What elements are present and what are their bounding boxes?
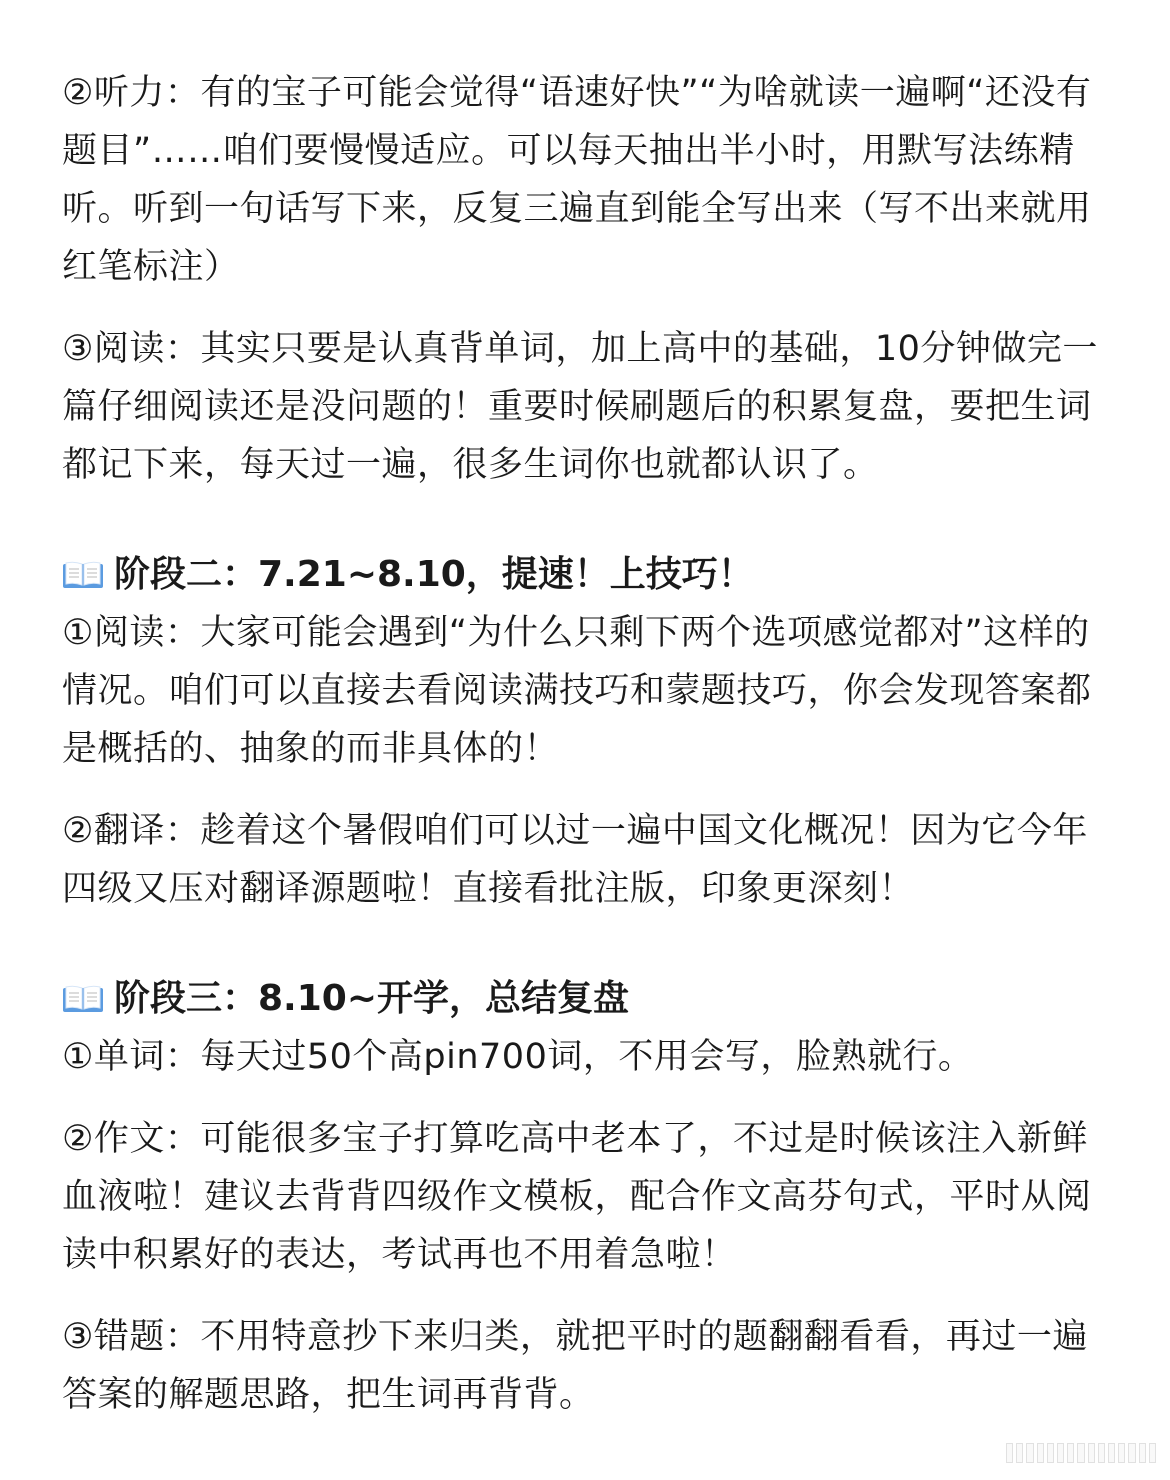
paragraph-stage-two-reading: ①阅读：大家可能会遇到“为什么只剩下两个选项感觉都对”这样的情况。咱们可以直接去看阅读满技巧和蒙题技巧，你会发现答案都是概括的、抽象的而非具体的！ xyxy=(62,613,1092,769)
paragraph-listening: ②听力：有的宝子可能会觉得“语速好快”“为啥就读一遍啊“还没有题目”……咱们要慢慢适应。可以每天抽出半小时，用默写法练精听。听到一句话写下来，反复三遍直到能全写出来（写不出来就用红笔标注） xyxy=(62,73,1092,287)
paragraph-stage-two-translation: ②翻译：趁着这个暑假咱们可以过一遍中国文化概况！因为它今年四级又压对翻译源题啦！直接看批注版，印象更深刻！ xyxy=(62,811,1088,909)
open-book-icon xyxy=(62,984,104,1014)
paragraph-stage-three-writing: ②作文：可能很多宝子打算吃高中老本了，不过是时候该注入新鲜血液啦！建议去背背四级作文模板，配合作文高芬句式，平时从阅读中积累好的表达，考试再也不用着急啦！ xyxy=(62,1119,1092,1275)
section-heading-stage-three xyxy=(62,970,1112,1028)
section-heading-stage-two xyxy=(62,546,1112,604)
paragraph-stage-three-mistakes: ③错题：不用特意抄下来归类，就把平时的题翻翻看看，再过一遍答案的解题思路，把生词再背背。 xyxy=(62,1317,1088,1415)
paragraph-stage-three-words: ①单词：每天过50个高pin700词，不用会写，脸熟就行。 xyxy=(62,1037,974,1077)
watermark xyxy=(1006,1442,1156,1464)
section-title: 阶段三：8.10~开学，总结复盘 xyxy=(114,978,629,1019)
open-book-icon xyxy=(62,560,104,590)
paragraph-reading: ③阅读：其实只要是认真背单词，加上高中的基础，10分钟做完一篇仔细阅读还是没问题的！重要时候刷题后的积累复盘，要把生词都记下来，每天过一遍，很多生词你也就都认识了。 xyxy=(62,329,1098,485)
article-body xyxy=(62,64,1112,1448)
section-title: 阶段二：7.21~8.10，提速！上技巧！ xyxy=(114,554,754,595)
